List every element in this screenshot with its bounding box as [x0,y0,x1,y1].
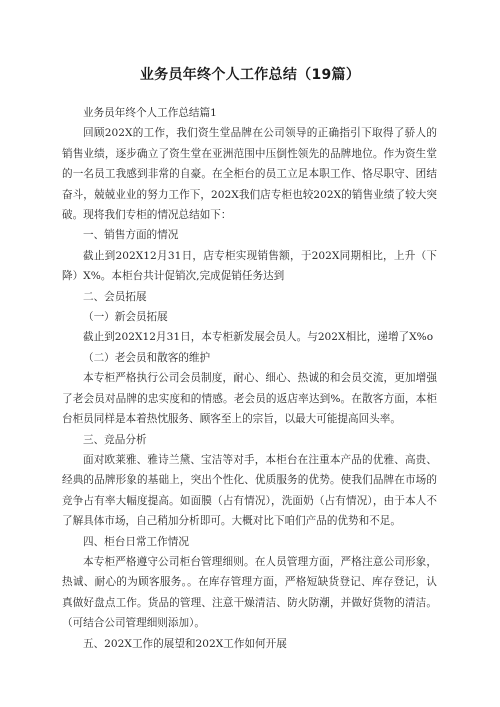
document-title: 业务员年终个人工作总结（19篇） [139,67,361,83]
section-heading-outlook: 五、202X工作的展望和202X工作如何开展 [83,637,287,650]
document-body [62,103,437,654]
intro-paragraph: 回顾202X的工作，我们资生堂品牌在公司领导的正确指引下取得了骄人的销售业绩，逐步确立了资生堂在亚洲范围中压倒性领先的品牌地位。作为资生堂的一名员工我感到非常的自豪。在全柜台的员工立足本职工作、恪尽职守、团结奋斗，兢兢业业的努力工作下，202X我们店专柜也较202X的销售业绩了较大突破。现将我们专柜的情况总结如下： [62,127,437,222]
section-heading-sales: 一、销售方面的情况 [83,229,179,242]
sales-paragraph: 截止到202X12月31日，店专柜实现销售额，于202X同期相比，上升（下降）X%。本柜台共计促销次,完成促销任务达到 [62,249,437,283]
subsection-heading-old-members: （二）老会员和散客的维护 [83,351,211,364]
section-heading-subtitle: 业务员年终个人工作总结篇1 [83,107,217,119]
competitors-paragraph: 面对欧莱雅、雅诗兰黛、宝洁等对手，本柜台在注重本产品的优雅、高贵、经典的品牌形象的基础上，突出个性化、优质服务的优势。使我们品牌在市场的竞争占有率大幅度提高。如面膜（占有情况），洗面奶（占有情况），由于本人不了解具体市场，自己稍加分析即可。大概对比下咱们产品的优势和不足。 [62,453,437,528]
section-heading-competitors: 三、竞品分析 [83,433,147,446]
section-heading-daily-work: 四、柜台日常工作情况 [83,535,189,548]
section-heading-members: 二、会员拓展 [83,290,147,303]
old-members-paragraph: 本专柜严格执行公司会员制度，耐心、细心、热诚的和会员交流，更加增强了老会员对品牌的忠实度和的情感。老会员的返店率达到%。在散客方面，本柜台柜员同样是本着热忱服务、顾客至上的宗旨，以最大可能提高回头率。 [62,372,437,426]
new-members-paragraph: 截止到202X12月31日，本专柜新发展会员人。与202X相比，递增了X%o [83,331,434,344]
daily-work-paragraph: 本专柜严格遵守公司柜台管理细则。在人员管理方面，严格注意公司形象，热诚、耐心的为顾客服务。。在库存管理方面，严格短缺货登记、库存登记，认真做好盘点工作。货品的管理、注意干燥清洁、防火防潮，并做好货物的清洁。（可结合公司管理细则添加）。 [62,555,437,630]
subsection-heading-new-members: （一）新会员拓展 [83,311,168,324]
